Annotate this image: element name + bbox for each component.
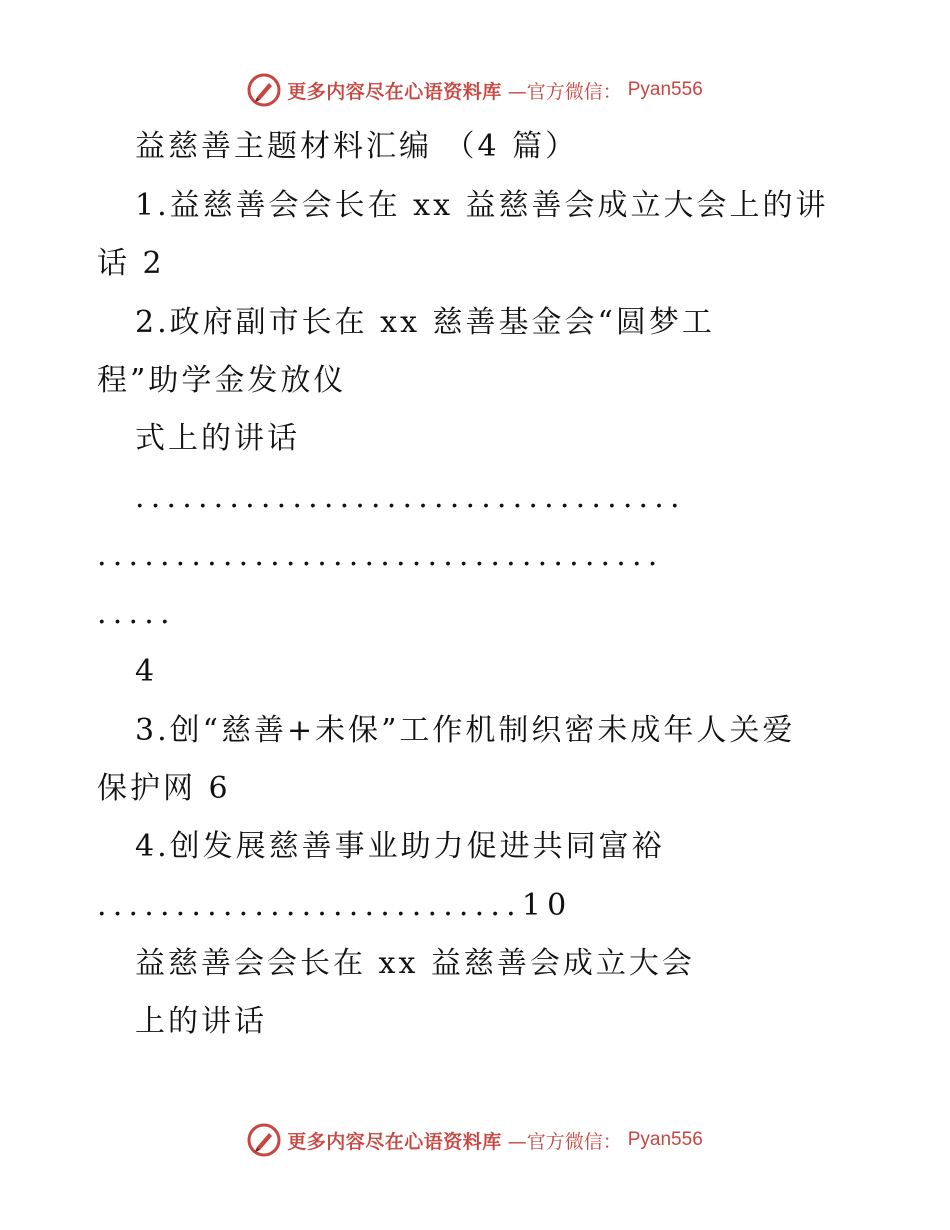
section-heading-line1: 益慈善会会长在 xx 益慈善会成立大会 [135, 946, 695, 981]
toc-item-3-line2: 保护网 6 [97, 771, 231, 806]
toc-item-2-page: 4 [135, 654, 158, 689]
watermark-text: 更多内容尽在心语资料库 [287, 80, 502, 103]
watermark-wechat-id: Pyan556 [627, 1129, 703, 1150]
watermark-text: 更多内容尽在心语资料库 [287, 1130, 502, 1153]
toc-item-1-line1: 1.益慈善会会长在 xx 益慈善会成立大会上的讲 [135, 188, 829, 223]
toc-item-3-line1: 3.创“慈善+未保”工作机制织密未成年人关爱 [135, 713, 796, 748]
toc-item-2-line1: 2.政府副市长在 xx 慈善基金会“圆梦工 [135, 305, 715, 340]
toc-item-4-line1: 4.创发展慈善事业助力促进共同富裕 [135, 829, 665, 864]
toc-item-2-line2: 程”助学金发放仪 [97, 363, 347, 398]
watermark-wechat-id: Pyan556 [627, 79, 703, 100]
toc-item-4-leader: ...........................10 [97, 888, 573, 923]
doc-title: 益慈善主题材料汇编 （4 篇） [135, 129, 579, 164]
watermark-subtext: —官方微信： [507, 80, 622, 103]
toc-item-2-leader-1: ................................... [135, 480, 686, 515]
watermark-header [0, 70, 950, 110]
toc-item-1-line2: 话 2 [97, 246, 165, 281]
section-heading-line2: 上的讲话 [135, 1004, 267, 1039]
pen-logo-icon [247, 73, 281, 107]
watermark-footer [0, 1120, 950, 1160]
toc-item-2-leader-3: ..... [97, 596, 176, 631]
toc-item-2-line3: 式上的讲话 [135, 421, 300, 456]
pen-logo-icon [247, 1123, 281, 1157]
toc-item-2-leader-2: .................................... [97, 538, 664, 573]
watermark-subtext: —官方微信： [507, 1130, 622, 1153]
